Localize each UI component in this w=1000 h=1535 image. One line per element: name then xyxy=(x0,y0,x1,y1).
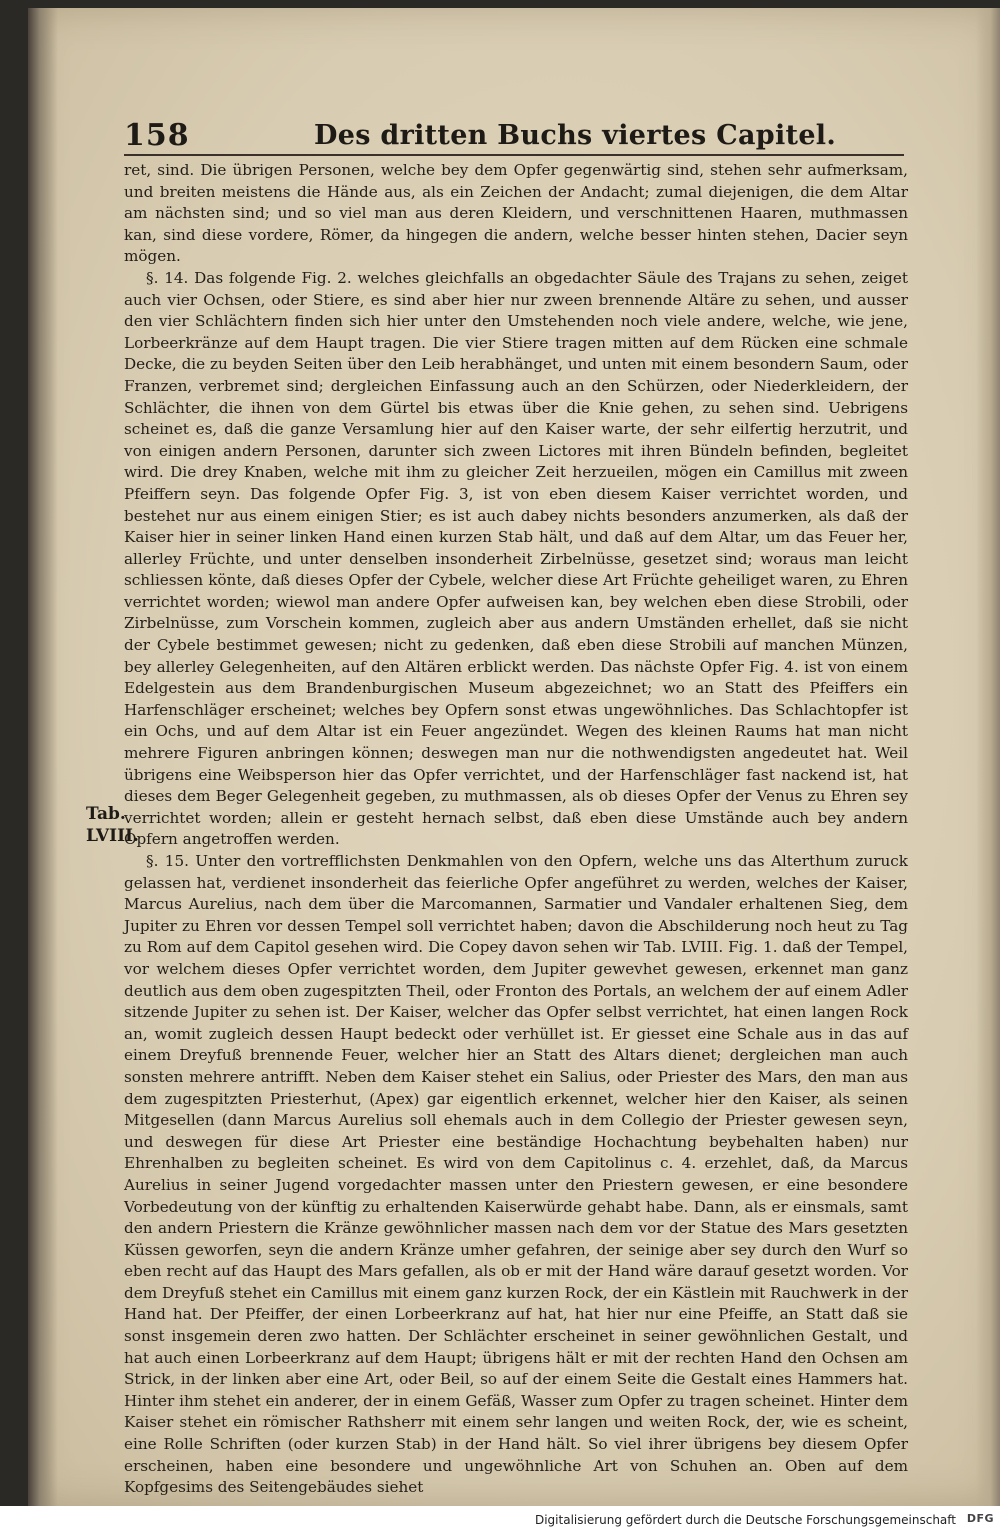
body-text xyxy=(124,160,908,1499)
dfg-logo: DFG xyxy=(966,1512,994,1525)
paragraph-1: ret, sind. Die übrigen Personen, welche bey dem Opfer gegenwärtig sind, stehen sehr aufmerksam, und breiten meistens die Hände aus, als ein Zeichen der Andacht; zumal diejenigen, die dem Altar am nächsten sind; und so viel man aus deren Kleidern, und verschnittenen Haaren, muthmassen kan, sind diese vordere, Römer, da hingegen die andern, welche besser hinten stehen, Dacier seyn mögen. xyxy=(124,161,908,266)
margin-note-line-2: LVIII. xyxy=(86,826,139,846)
page-number: 158 xyxy=(124,118,190,153)
paragraph-2: §. 14. Das folgende Fig. 2. welches gleichfalls an obgedachter Säule des Trajans zu sehen, zeiget auch vier Ochsen, oder Stiere, es sind aber hier nur zween brennende Altäre zu sehen, und ausser den vier Schlächtern finden sich hier unter den Umstehenden noch viele andere, welche, wie jene, Lorbeerkränze auf dem Haupt tragen. Die vier Stiere tragen mitten auf dem Rücken eine schmale Decke, die zu beyden Seiten über den Leib herabhänget, und unten mit einem besondern Saum, oder Franzen, verbremet sind; dergleichen Einfassung auch an den Schürzen, oder Niederkleidern, der Schlächter, die ihnen von dem Gürtel bis etwas über die Knie gehen, zu sehen sind. Uebrigens scheinet es, daß die ganze Versamlung hier auf den Kaiser warte, der sehr eilfertig herzutrit, und von einigen andern Personen, darunter sich zween Lictores mit ihren Bündeln befinden, begleitet wird. Die drey Knaben, welche mit ihm zu gleicher Zeit herzueilen, mögen ein Camillus mit zween Pfeiffern seyn. Das folgende Opfer Fig. 3, ist von eben diesem Kaiser verrichtet worden, und bestehet nur aus einem einigen Stier; es ist auch dabey nichts besonders anzumerken, als daß der Kaiser hier in seiner linken Hand einen kurzen Stab hält, und daß auf dem Altar, um das Feuer her, allerley Früchte, und unter denselben insonderheit Zirbelnüsse, gesetzet sind; woraus man leicht schliessen könte, daß dieses Opfer der Cybele, welcher diese Art Früchte geheiliget waren, zu Ehren verrichtet worden; wiewol man andere Opfer aufweisen kan, bey welchen eben diese Strobili, oder Zirbelnüsse, zum Vorschein kommen, zugleich aber aus andern Umständen erhellet, daß sie nicht der Cybele bestimmet gewesen; nicht zu gedenken, daß eben diese Strobili auf manchen Münzen, bey allerley Gelegenheiten, auf den Altären erblickt werden. Das nächste Opfer Fig. 4. ist von einem Edelgestein aus dem Brandenburgischen Museum abgezeichnet; wo an Statt des Pfeiffers ein Harfenschläger erscheinet; welches bey Opfern sonst etwas ungewöhnliches. Das Schlachtopfer ist ein Ochs, und auf dem Altar ist ein Feuer angezündet. Wegen des kleinen Raums hat man nicht mehrere Figuren anbringen können; deswegen man nur die nothwendigsten angedeutet hat. Weil übrigens eine Weibsperson hier das Opfer verrichtet, und der Harfenschläger fast nackend ist, hat dieses dem Beger Gelegenheit gegeben, zu muthmassen, als ob dieses Opfer der Venus zu Ehren sey verrichtet worden; allein er gesteht hernach selbst, daß eben diese Umstände auch bey andern Opfern angetroffen werden. xyxy=(124,268,908,849)
margin-note-line-1: Tab. xyxy=(86,804,126,824)
running-title: Des dritten Buchs viertes Capitel. xyxy=(314,120,837,151)
header-rule xyxy=(124,154,904,156)
book-gutter-shadow xyxy=(28,8,58,1506)
footer-bar xyxy=(0,1506,1000,1535)
funding-credit: Digitalisierung gefördert durch die Deutsche Forschungsgemeinschaft xyxy=(534,1513,956,1527)
paragraph-3: §. 15. Unter den vortrefflichsten Denkmahlen von den Opfern, welche uns das Alterthum zuruck gelassen hat, verdienet insonderheit das feierliche Opfer angeführet zu werden, welches der Kaiser, Marcus Aurelius, nach dem über die Marcomannen, Sarmatier und Vandaler erhaltenen Sieg, dem Jupiter zu Ehren vor dessen Tempel soll verrichtet haben; davon die Abschilderung noch heut zu Tag zu Rom auf dem Capitol gesehen wird. Die Copey davon sehen wir Tab. LVIII. Fig. 1. daß der Tempel, vor welchem dieses Opfer verrichtet worden, dem Jupiter gewevhet gewesen, erkennet man ganz deutlich aus dem oben zugespitzten Theil, oder Fronton des Portals, an welchem der auf einem Adler sitzende Jupiter zu sehen ist. Der Kaiser, welcher das Opfer selbst verrichtet, hat einen langen Rock an, womit zugleich dessen Haupt bedeckt oder verhüllet ist. Er giesset eine Schale aus in das auf einem Dreyfuß brennende Feuer, welcher hier an Statt des Altars dienet; dergleichen man auch sonsten mehrere antrifft. Neben dem Kaiser stehet ein Salius, oder Priester des Mars, den man aus dem zugespitzten Priesterhut, (Apex) gar eigentlich erkennet, welcher hier den Kaiser, als seinen Mitgesellen (dann Marcus Aurelius soll ehemals auch in dem Collegio der Priester gewesen seyn, und deswegen für diese Art Priester eine beständige Hochachtung beybehalten haben) nur Ehrenhalben zu begleiten scheinet. Es wird von dem Capitolinus c. 4. erzehlet, daß, da Marcus Aurelius in seiner Jugend vorgedachter massen unter den Priestern gewesen, er eine besondere Vorbedeutung von der künftig zu erhaltenden Kaiserwürde gehabt habe. Dann, als er einsmals, samt den andern Priestern die Kränze gewöhnlicher massen nach dem vor der Statue des Mars gesetzten Küssen geworfen, seyn die andern Kränze umher gefahren, der seinige aber sey durch den Wurf so eben recht auf das Haupt des Mars gefallen, als ob er mit der Hand wäre darauf gesetzt worden. Vor dem Dreyfuß stehet ein Camillus mit einem ganz kurzen Rock, der ein Kästlein mit Rauchwerk in der Hand hat. Der Pfeiffer, der einen Lorbeerkranz auf hat, hat hier nur eine Pfeiffe, an Statt daß sie sonst insgemein deren zwo hatten. Der Schlächter erscheinet in seiner gewöhnlichen Gestalt, und hat auch einen Lorbeerkranz auf dem Haupt; übrigens hält er mit der rechten Hand den Ochsen am Strick, in der linken aber eine Art, oder Beil, so auf der einem Seite die Gestalt eines Hammers hat. Hinter ihm stehet ein anderer, der in einem Gefäß, Wasser zum Opfer zu tragen scheinet. Hinter dem Kaiser stehet ein römischer Rathsherr mit einem sehr langen und weiten Rock, der, wie es scheint, eine Rolle Schriften (oder kurzen Stab) in der Hand hält. So viel ihrer übrigens bey diesem Opfer erscheinen, haben eine besondere und ungewöhnliche Art von Schuhen an. Oben auf dem Kopfgesims des Seitengebäudes siehet xyxy=(124,852,908,1497)
page-edge-shadow xyxy=(976,8,1000,1506)
